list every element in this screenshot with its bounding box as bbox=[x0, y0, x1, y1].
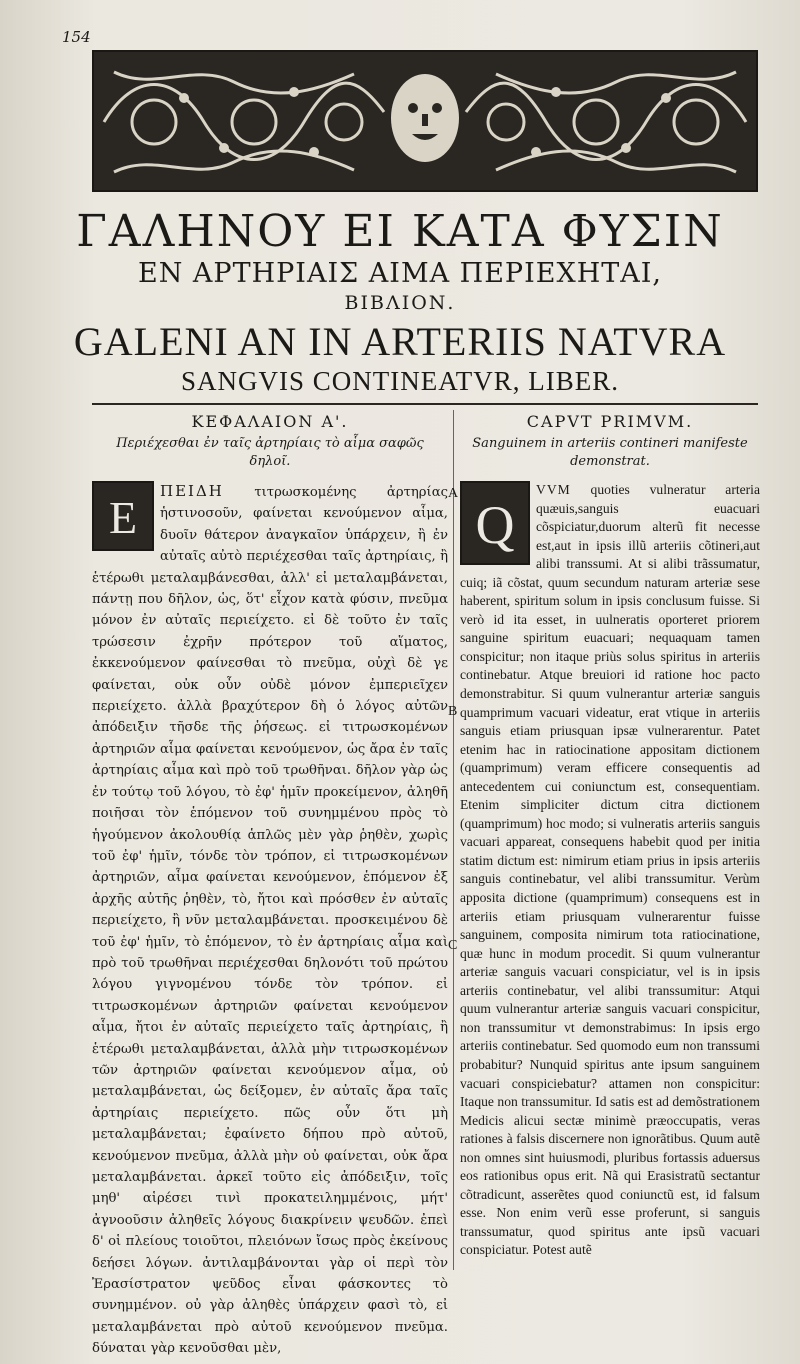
greek-first-word: ΠΕΙΔΗ bbox=[160, 482, 224, 500]
title-latin-line2: SANGVIS CONTINEATVR, LIBER. bbox=[181, 366, 619, 396]
latin-column bbox=[460, 410, 760, 1260]
title-rule bbox=[92, 403, 758, 405]
margin-marker-c: C bbox=[448, 938, 458, 953]
latin-body-text bbox=[460, 481, 760, 1260]
latin-first-word: VVM bbox=[536, 482, 571, 497]
title-greek-line3: ΒΙΒΛΙΟΝ. bbox=[344, 292, 456, 314]
latin-paragraph: quoties vulneratur arteria quæuis,sanguis euacuari cõspiciatur,duorum alterũ fit necesse est,aut in ipsis illũ arteriis cõtineri,aut alibi transsumi. At si alibi trãssumatur, cuiq; iã cõstat, quum secundum naturam arteriæ sese haberent, spiritum solum in ipsis conclusum fuisse. Si verò id ita esset, in uulneratis oporteret priorem sanguine spiritum euacuari; nequaquam tamen conspicitur; non itaque priùs solus spiritus in arteriis continebatur. Atque breuiori id ratione hoc pacto demonstrabitur. Si quum vulnerantur arteriæ sanguis quamprimum vacuari videatur, erat vtique in arteriis sanguis etiam priusquan ipsæ vulnerarentur. Patet etenim hac in ratiocinatione appositam dictionem (quamprimum) veram efficere consequentis ad antecedentem cui coniunctum est, consequentiam. Etenim simpliciter dictum citra dictionem (quamprimum) hoc modo; si vulneratis arteriis sanguis vacuari appareat, consequens habebit quod per initia statim dictum est: nimirum etiam prius in ipsis arteriis sanguis continebatur, vel alibi transsumitur. Verùm apposita dictione (quamprimum) consequens est in arteriis etiam priusquam vulnerarentur fuisse sanguinem, composita nimirum tota ratiocinatione, quæ hunc in modum procedit. Si quum vulnerantur arteriæ sanguis vacuari conspiciatur, vel is in ipsis arteriis continebatur, vel alibi transsumitur: Atqui quum vulnerantur arteriæ sanguis vacuari conspicitur, non transsumitur vt demonstrabimus: In ipsis ergo arteriis continebatur. Sed quomodo eum non transsumi probabitur? Nunquid spiritus ante ipsum sanguinem vacuari conspiciebatur? attamen non conspicitur: Itaque non transsumitur. Id satis est ad demõstrationem Medicis alicui sectæ minimè præoccupatis, veras rationes à falsis discernere non ignorãtibus. Quum autẽ non omnes sint huiusmodi, pluribus fortassis aduersus eos rationibus opus erit. Nã qui Erasistratũ sectantur cõtradicunt, asserẽtes quod coniunctũ est, id falsum esse. Non enim verũ esse proferunt, si sanguis transsumatur, quod spiritus ante ipsũ vacuari conspiciatur. Potest autẽ bbox=[460, 482, 760, 1258]
latin-chapter-heading: CAPVT PRIMVM. bbox=[526, 412, 694, 431]
latin-chapter-summary: Sanguinem in arteriis contineri manifeste demonstrat. bbox=[472, 436, 748, 469]
headpiece-ornament-icon bbox=[94, 52, 756, 190]
page-number: 154 bbox=[62, 28, 91, 46]
title-greek-line2: ΕΝ ΑΡΤΗΡΙΑΙΣ ΑΙΜΑ ΠΕΡΙΕΧΗΤΑΙ, bbox=[137, 258, 663, 289]
greek-chapter-heading: ΚΕΦΑΛΑΙΟΝ Α'. bbox=[191, 412, 349, 431]
title-latin-line1: GALENI AN IN ARTERIIS NATVRA bbox=[73, 319, 727, 364]
greek-decorated-initial: Ε bbox=[92, 481, 154, 551]
greek-column bbox=[92, 410, 448, 1360]
title-greek-line1: ΓΑΛΗΝΟΥ ΕΙ ΚΑΤΑ ΦΥΣΙΝ bbox=[76, 206, 724, 257]
greek-paragraph: τιτρωσκομένης ἀρτηρίας ἡστινοσοῦν, φαίνεται κενούμενον αἷμα, δυοῖν θάτερον ἀναγκαῖον ὑπάρχειν, ἢ ἐν αὐταῖς αὐτὸ περιέχεσθαι ταῖς ἀρτηρίαις, ἢ ἑτέρωθι μεταλαμβάνεσθαι, ἀλλ' εἰ μεταλαμβάνεται, πάντῃ που δῆλον, ὡς, ὅτ' εἶχον κατὰ φύσιν, πνεῦμα μόνον ἐν αὐταῖς περιείχετο. εἰ δὲ τοῦτο ἐν ταῖς τρώσεσιν ἐχρῆν πρότερον τοῦ αἵματος, ἐκκενούμενον φαίνεσθαι τὸ πνεῦμα, οὐχὶ δὲ γε φαίνεται, οὐκ οὖν οὐδὲ μόνον ἐμπεριεῖχεν περιείχετο. ἀλλὰ βραχύτερον δὴ ὁ λόγος αὐτῶν ἀπόδειξιν τῆσδε τῆς ῥήσεως. εἰ τιτρωσκομένων ἀρτηριῶν αἷμα φαίνεται κενούμενον, ὡς ἄρα ἐν ταῖς ἀρτηρίαις αἷμα καὶ πρὸ τοῦ τρωθῆναι. δῆλον γὰρ ὡς ἐν τούτῳ τοῦ λόγου, τὸ ἐφ' ἡμῖν προκείμενον, ἀληθῆ ποιῆσαι τὸν ἑπόμενον τοῦ συνημμένου πρὸς τὸ ἡγούμενον ἀκολουθίᾳ ἁπλῶς μὲν γὰρ ῥηθὲν, χωρὶς τοῦ ἐφ' ἡμῖν, τόνδε τὸν τρόπον, εἰ τιτρωσκομένων ἀρτηριῶν, αἷμα φαίνεται κενούμενον, ἑπόμενον ἐξ ἀρχῆς αὐτῆς ῥηθὲν, τὸ, ἤτοι καὶ πρόσθεν ἐν αὐταῖς περιείχετο, ἢ νῦν μεταλαμβάνεται. προσκειμένου δὲ τοῦ ἐφ' ἡμῖν, τὸ ἑπόμενον, τὸ ἐν ἀρτηρίαις αἷμα καὶ πρὸ τοῦ τρωθῆναι περιέχεσθαι δηλονότι τοῦ πρώτου λόγου γιγνομένου τόνδε τὸν τρόπον. εἰ τιτρωσκομένων ἀρτηριῶν φαίνεται κενούμενον αἷμα, ἤτοι ἐν αὐταῖς περιείχετο ταῖς ἀρτηρίαις, ἢ ἑτέρωθι μεταλαμβάνεται, ἀλλὰ μὴν τιτρωσκομένων τῶν ἀρτηριῶν φαίνεται κενούμενον αἷμα, οὐ μεταλαμβάνεται, ὡς δείξομεν, ἐν αὐταῖς ἄρα ταῖς ἀρτηρίαις περιείχετο. πῶς οὖν ὅτι μὴ μεταλαμβάνεται; ἐφαίνετο δήπου πρὸ αὐτοῦ, κενούμενον πνεῦμα, ἀλλὰ μὴν οὐ φαίνεται, οὐκ ἄρα μεταλαμβάνεται. ἀρκεῖ τοῦτο εἰς ἀπόδειξιν, τοῖς μηθ' αἱρέσει τινὶ προκατειλημμένοις, μήτ' ἀγνοοῦσιν ἀληθεῖς λόγους διακρίνειν ψευδῶν. ἐπεὶ δ' οἱ πλείους τοιοῦτοι, πλειόνων ἴσως πρὸς ἐκείνους δεήσει λόγων. ἀντιλαμβάνονται γὰρ οἱ περὶ τὸν Ἐρασίστρατον ψεῦδος εἶναι φάσκοντες τὸ συνημμένον. οὐ γὰρ ἀληθὲς ὑπάρχειν φασὶ τὸ, εἰ μεταλαμβάνεται πρὸ αὐτοῦ κενούμενον πνεῦμα. δύναται γὰρ κενοῦσθαι μὲν, bbox=[92, 485, 448, 1357]
margin-marker-b: B bbox=[448, 704, 458, 719]
latin-decorated-initial: Q bbox=[460, 481, 530, 565]
ornamental-headpiece bbox=[92, 50, 758, 192]
greek-body-text bbox=[92, 481, 448, 1360]
column-divider bbox=[453, 410, 454, 1270]
margin-marker-a: A bbox=[448, 486, 459, 501]
greek-chapter-summary: Περιέχεσθαι ἐν ταῖς ἀρτηρίαις τὸ αἷμα σαφῶς δηλοῖ. bbox=[116, 436, 424, 469]
